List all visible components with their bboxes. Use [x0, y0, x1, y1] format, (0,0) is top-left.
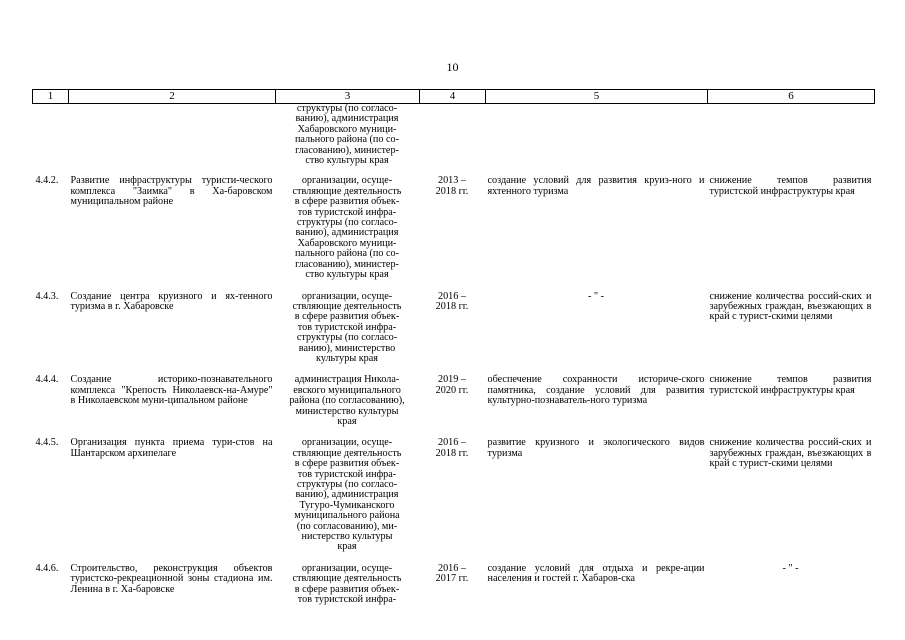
- num-cell: [33, 104, 69, 177]
- name-cell: Строительство, реконструкция объектов туристско-рекреационной зоны стадиона им. Ленина в г. Ха-баровске: [70, 562, 273, 595]
- page-number: 10: [446, 60, 459, 74]
- num-cell: 4.4.5.: [35, 437, 59, 449]
- period-cell: 2016 – 2017 гг.: [435, 562, 469, 585]
- responsible-cell: организации, осуще- ствляющие деятельность в сфере развития объек- тов туристской инфра-: [292, 562, 402, 606]
- period-cell: 2019 – 2020 гг.: [435, 374, 469, 396]
- result-cell: обеспечение сохранности историче-ского памятника, создание условий для развития культурно-познаватель-ного туризма: [487, 374, 705, 407]
- result-cell: создание условий для развития круиз-ного и яхтенного туризма: [487, 175, 705, 197]
- num-cell: 4.4.2.: [35, 175, 59, 187]
- consequence-cell: снижение количества россий-ских и зарубежных граждан, въезжающих в край с турист-скими целями: [709, 437, 872, 470]
- column-header-5: 5: [486, 90, 708, 104]
- name-cell: Развитие инфраструктуры туристи-ческого комплекса "Заимка" в Ха-баровском муниципальном районе: [70, 175, 273, 208]
- num-cell: 4.4.6.: [35, 562, 59, 574]
- column-header-4: 4: [420, 90, 486, 104]
- consequence-cell: снижение темпов развития туристской инфраструктуры края: [709, 374, 872, 396]
- table-row: [33, 292, 875, 376]
- responsible-cell: структуры (по согласо- ванию), администрация Хабаровского муници- пального района (по со- гласованию), министер- ство культуры края: [294, 103, 400, 167]
- table-row: [33, 176, 875, 291]
- num-cell: 4.4.3.: [35, 290, 59, 302]
- column-header-2: 2: [69, 90, 276, 104]
- column-header-1: 1: [33, 90, 69, 104]
- consequence-cell: снижение темпов развития туристской инфраструктуры края: [709, 175, 872, 197]
- program-measures-table: [32, 89, 875, 616]
- num-cell: 4.4.4.: [35, 374, 59, 386]
- consequence-cell: - " -: [782, 562, 799, 574]
- consequence-cell: снижение количества россий-ских и зарубежных граждан, въезжающих в край с турист-скими целями: [709, 290, 872, 323]
- responsible-cell: организации, осуще- ствляющие деятельность в сфере развития объек- тов туристской инфра- структуры (по согласо- ванию), министерство культуры края: [292, 290, 402, 364]
- table-row: [33, 438, 875, 563]
- period-cell: 2016 – 2018 гг.: [435, 437, 469, 459]
- period-cell: [420, 104, 486, 177]
- continuation-row: [33, 104, 875, 177]
- result-cell: развитие круизного и экологического видов туризма: [487, 437, 705, 459]
- period-cell: 2013 – 2018 гг.: [435, 175, 469, 197]
- responsible-cell: администрация Никола- евского муниципального района (по согласованию), министерство культуры края: [289, 374, 405, 427]
- name-cell: Создание историко-познавательного комплекса "Крепость Николаевск-на-Амуре" в Николаевском муни-ципальном районе: [70, 374, 273, 407]
- name-cell: [69, 104, 276, 177]
- consequence-cell: [708, 104, 875, 177]
- responsible-cell: организации, осуще- ствляющие деятельность в сфере развития объек- тов туристской инфра- структуры (по согласо- ванию), администрация Тугуро-Чумиканского муниципального района (по согласованию), ми- нистерство культуры края: [292, 437, 402, 553]
- column-header-3: 3: [276, 90, 420, 104]
- column-header-6: 6: [708, 90, 875, 104]
- table-header: [33, 90, 875, 104]
- result-cell: - " -: [587, 290, 605, 302]
- name-cell: Организация пункта приема тури-стов на Шантарском архипелаге: [70, 437, 273, 459]
- table-row: [33, 564, 875, 617]
- table-row: [33, 375, 875, 438]
- result-cell: [486, 104, 708, 177]
- responsible-cell: организации, осуще- ствляющие деятельность в сфере развития объек- тов туристской инфра- структуры (по согласо- ванию), администрация Хабаровского муници- пального района (по со- гласованию), министер- ство культуры края: [292, 175, 402, 281]
- period-cell: 2016 – 2018 гг.: [435, 290, 469, 312]
- name-cell: Создание центра круизного и ях-тенного туризма в г. Хабаровске: [70, 290, 273, 312]
- result-cell: создание условий для отдыха и рекре-ации населения и гостей г. Хабаров-ска: [487, 562, 705, 585]
